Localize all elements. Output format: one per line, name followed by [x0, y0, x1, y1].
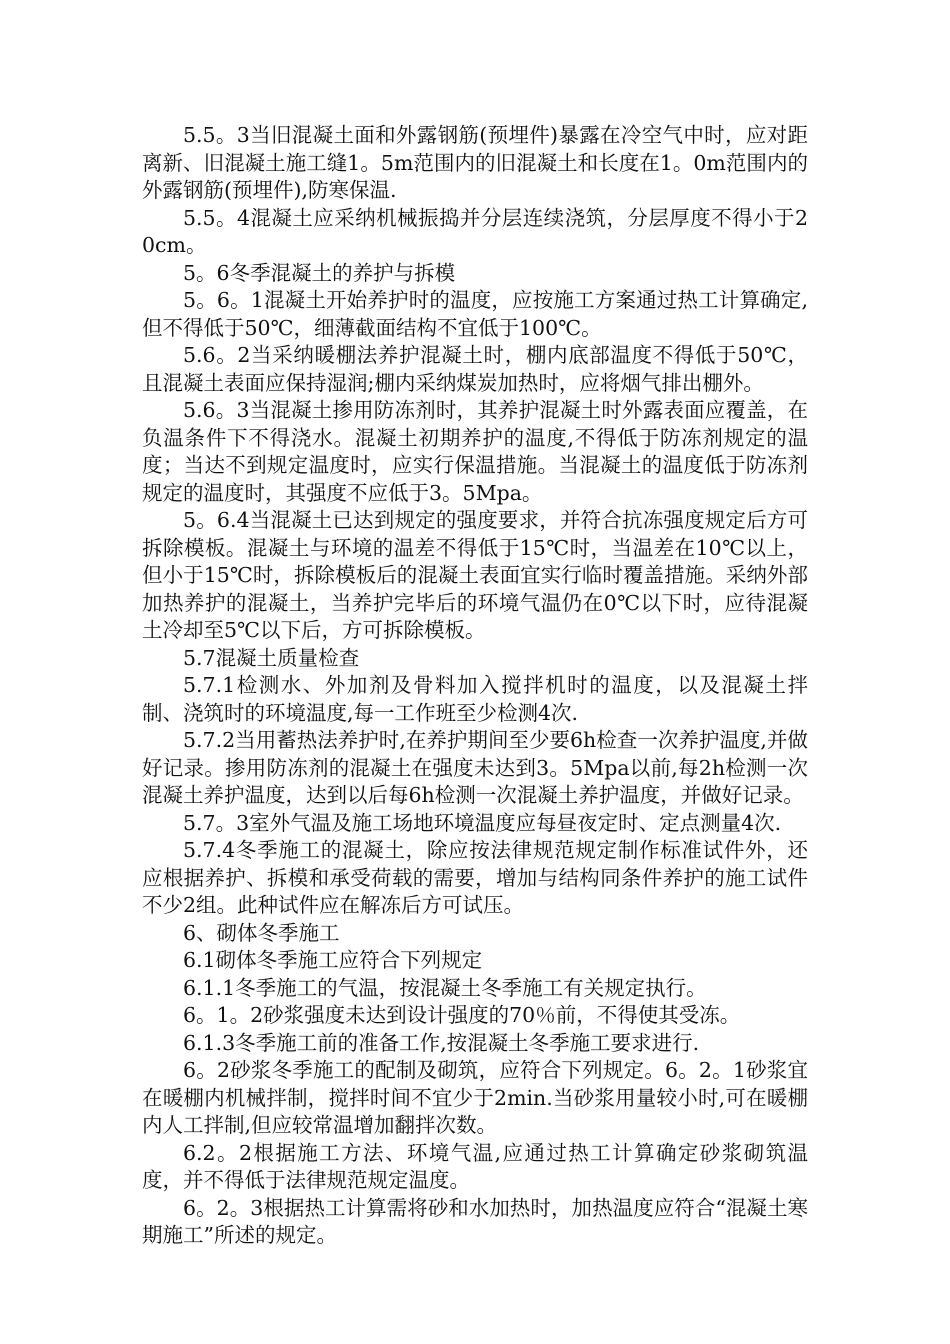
paragraph-5-7-2: 5.7.2当用蓄热法养护时,在养护期间至少要6h检查一次养护温度,并做好记录。掺用防冻剂的混凝土在强度未达到3。5Mpa以前,每2h检测一次混凝土养护温度，达到以后每6h检测一次混凝土养护温度，并做好记录。	[142, 728, 808, 807]
section-heading-5-6: 5。6冬季混凝土的养护与拆模	[183, 260, 456, 285]
paragraph-6-2-2: 6.2。2根据施工方法、环境气温,应通过热工计算确定砂浆砌筑温度，并不得低于法律规范规定温度。	[142, 1140, 808, 1192]
paragraph-5-5-4: 5.5。4混凝土应采纳机械振捣并分层连续浇筑，分层厚度不得小于20cm。	[142, 205, 808, 257]
document-page	[142, 122, 808, 1250]
paragraph-5-5-3: 5.5。3当旧混凝土面和外露钢筋(预埋件)暴露在冷空气中时，应对距离新、旧混凝土施工缝1。5m范围内的旧混凝土和长度在1。0m范围内的外露钢筋(预埋件),防寒保温.	[142, 123, 808, 202]
paragraph-5-6-3: 5.6。3当混凝土掺用防冻剂时，其养护混凝土时外露表面应覆盖，在负温条件下不得浇水。混凝土初期养护的温度,不得低于防冻剂规定的温度；当达不到规定温度时，应实行保温措施。当混凝土的温度低于防冻剂规定的温度时，其强度不应低于3。5Mpa。	[142, 398, 808, 505]
paragraph-6-1-2: 6。1。2砂浆强度未达到设计强度的70％前，不得使其受冻。	[183, 1003, 741, 1027]
section-heading-6: 6、砌体冬季施工	[183, 920, 340, 945]
section-heading-5-7: 5.7混凝土质量检查	[183, 645, 360, 670]
section-heading-6-1: 6.1砌体冬季施工应符合下列规定	[183, 948, 483, 972]
paragraph-6-2-3: 6。2。3根据热工计算需将砂和水加热时，加热温度应符合“混凝土寒期施工”所述的规定。	[142, 1195, 808, 1247]
paragraph-6-1-1: 6.1.1冬季施工的气温，按混凝土冬季施工有关规定执行。	[183, 975, 707, 1000]
paragraph-5-7-3: 5.7。3室外气温及施工场地环境温度应每昼夜定时、定点测量4次.	[183, 810, 782, 835]
paragraph-5-6-4: 5。6.4当混凝土已达到规定的强度要求，并符合抗冻强度规定后方可拆除模板。混凝土与环境的温差不得低于15℃时，当温差在10℃以上，但小于15℃时，拆除模板后的混凝土表面宜实行临时覆盖措施。采纳外部加热养护的混凝土，当养护完毕后的环境气温仍在0℃以下时，应待混凝土冷却至5℃以下后，方可拆除模板。	[142, 508, 808, 642]
paragraph-6-1-3: 6.1.3冬季施工前的准备工作,按混凝土冬季施工要求进行.	[183, 1030, 700, 1055]
paragraph-5-7-1: 5.7.1检测水、外加剂及骨料加入搅拌机时的温度，以及混凝土拌制、浇筑时的环境温度,每一工作班至少检测4次.	[142, 673, 808, 725]
paragraph-5-6-2: 5.6。2当采纳暖棚法养护混凝土时，棚内底部温度不得低于50℃，且混凝土表面应保持湿润;棚内采纳煤炭加热时，应将烟气排出棚外。	[142, 343, 808, 395]
paragraph-6-2: 6。2砂浆冬季施工的配制及砌筑，应符合下列规定。6。2。1砂浆宜在暖棚内机械拌制，搅拌时间不宜少于2min.当砂浆用量较小时,可在暖棚内人工拌制,但应较常温增加翻拌次数。	[142, 1058, 808, 1137]
paragraph-5-6-1: 5。6。1混凝土开始养护时的温度，应按施工方案通过热工计算确定,但不得低于50℃，细薄截面结构不宜低于100℃。	[142, 288, 808, 340]
paragraph-5-7-4: 5.7.4冬季施工的混凝土，除应按法律规范规定制作标准试件外，还应根据养护、拆模和承受荷载的需要，增加与结构同条件养护的施工试件不少2组。此种试件应在解冻后方可试压。	[142, 838, 808, 917]
